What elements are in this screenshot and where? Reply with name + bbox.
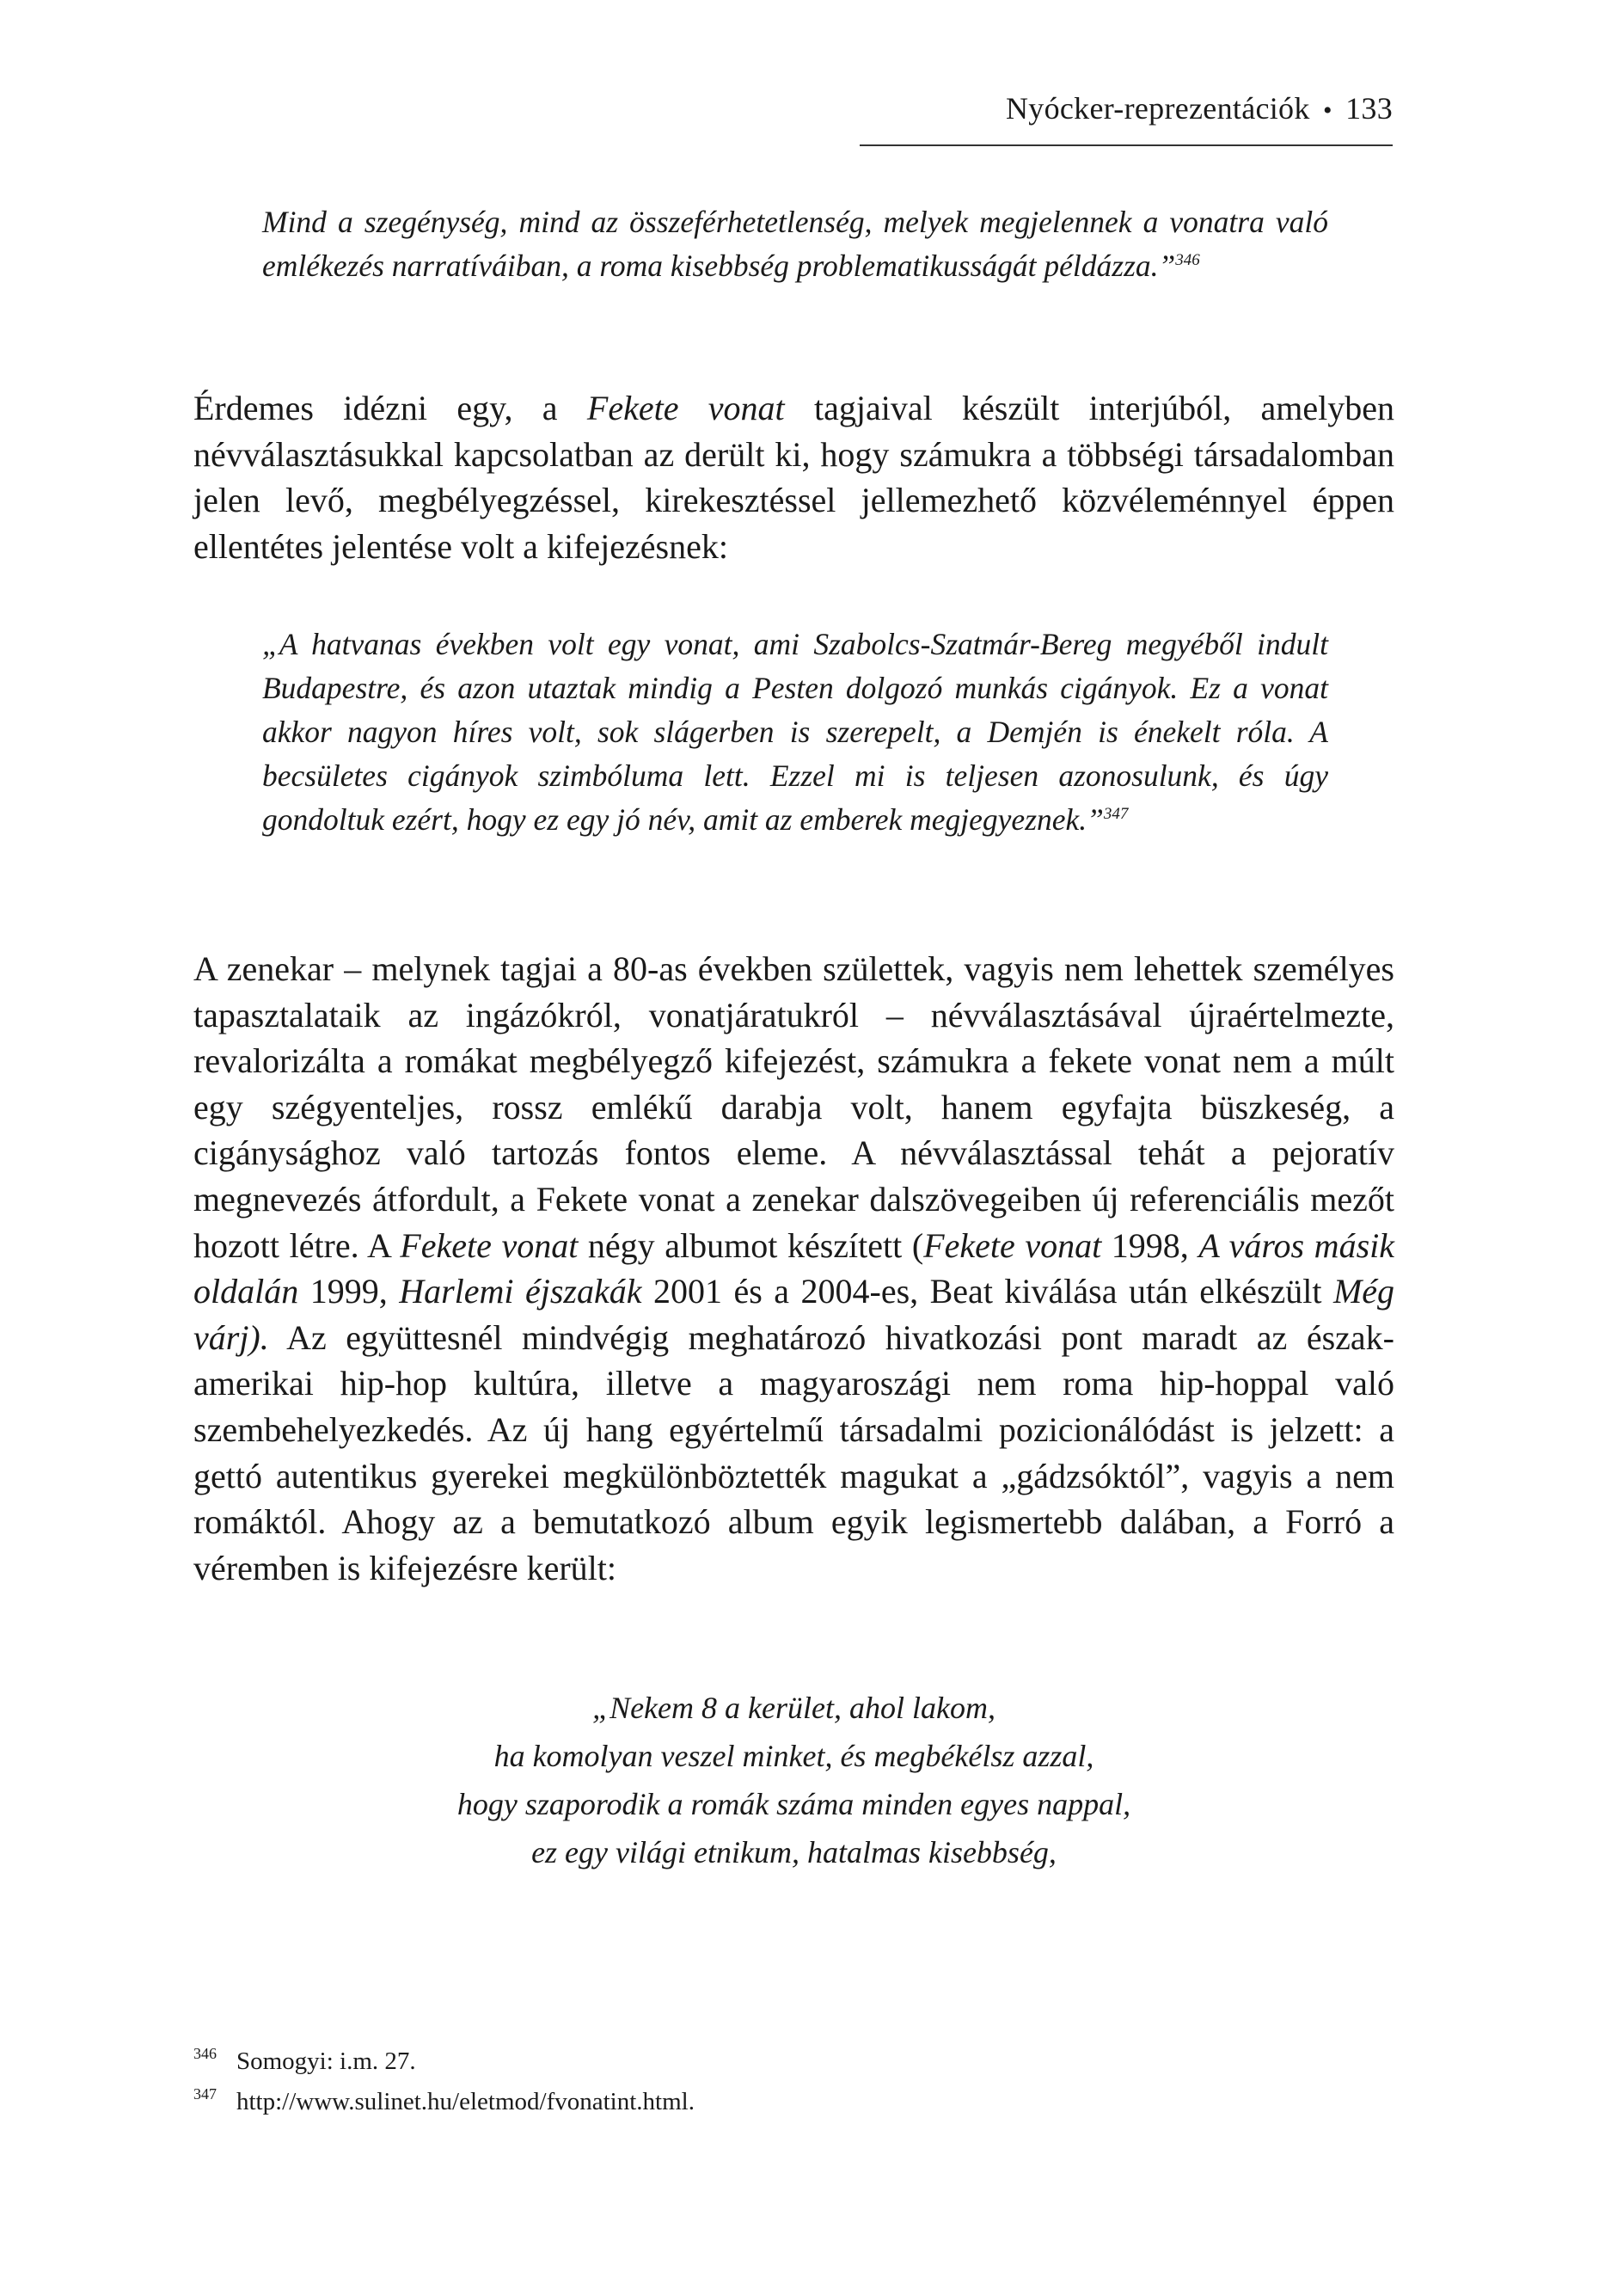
paragraph-2-i3: A város másik oldalán [193,1225,1394,1311]
running-header [860,86,1393,146]
header-separator: • [1322,96,1332,125]
footnote-347 [193,2082,1394,2122]
block-quote-2-text: „A hatvanas években volt egy vonat, ami Szabolcs-Szatmár-Bereg megyéből indult Budapestre, és azon utaztak mindig a Pesten dolgozó munkás cigányok. Ez a vonat akkor nagyon híres volt, sok slágerben is szerepelt, a Demjén is énekelt róla. A becsületes cigányok szimbóluma lett. Ezzel mi is teljesen azonosulunk, és úgy gondoltuk ezért, hogy ez egy jó név, amit az emberek megjegyeznek.” [262,627,1328,837]
footnote-text: Somogyi: i.m. 27. [236,2047,416,2075]
paragraph-2 [193,946,1394,1591]
block-quote-2 [262,623,1328,842]
running-title: Nyócker-reprezentációk [1005,91,1310,126]
footnote-number: 347 [193,2085,217,2103]
paragraph-2-t2: négy albumot készített ( [578,1225,924,1265]
footnote-ref-347[interactable]: 347 [1103,805,1129,824]
paragraph-2-i5: Még várj). [193,1272,1395,1357]
verse-line: hogy szaporodik a romák száma minden egyes nappal, [456,1787,1131,1821]
page-number: 133 [1345,91,1393,126]
footnote-link[interactable]: http://www.sulinet.hu/eletmod/fvonatint.html. [236,2088,695,2115]
footnote-346 [193,2041,1394,2082]
paragraph-2-t5: 2001 és a 2004-es, Beat kiválása után elkészült [641,1272,1333,1311]
verse-line: ha komolyan veszel minket, és megbékélsz azzal, [493,1739,1094,1773]
paragraph-1 [193,385,1394,569]
paragraph-2-t4: 1999, [298,1272,400,1311]
paragraph-2-t1: A zenekar – melynek tagjai a 80-as években születtek, vagyis nem lehettek személyes tapasztalataik az ingázókról, vonatjáratukról – névválasztásával újraértelmezte, revalorizálta a romákat megbélyegző kifejezést, számukra a fekete vonat nem a múlt egy szégyenteljes, rossz emlékű darabja volt, hanem egyfajta büszkeség, a cigánysághoz való tartozás fontos eleme. A névválasztással tehát a pejoratív megnevezés átfordult, a Fekete vonat a zenekar dalszövegeiben új referenciális mezőt hozott létre. A [193,949,1394,1265]
song-verse [193,1684,1394,1876]
verse-line: „Nekem 8 a kerület, ahol lakom, [592,1691,995,1725]
paragraph-1-italic-band: Fekete vonat [586,389,785,427]
footnote-ref-346[interactable]: 346 [1175,251,1200,270]
paragraph-2-t6: Az együttesnél mindvégig meghatározó hivatkozási pont maradt az észak-amerikai hip-hop kultúra, illetve a magyaroszági nem roma hip-hoppal való szembehelyezkedés. Az új hang egyértelmű társadalmi pozicionálódást is jelzett: a gettó autentikus gyerekei megkülönböztették magukat a „gádzsóktól”, vagyis a nem romáktól. Ahogy az a bemutatkozó album egyik legismertebb dalában, a Forró a véremben is kifejezésre került: [193,1317,1394,1587]
footnote-number: 346 [193,2045,217,2062]
block-quote-1-text: Mind a szegénység, mind az összeférhetetlenség, melyek megjelennek a vonatra való emlékezés narratíváiban, a roma kisebbség problematikusságát példázza.” [262,205,1328,283]
block-quote-1 [262,200,1328,288]
paragraph-1-text-b: tagjaival készült interjúból, amelyben névválasztásukkal kapcsolatban az derült ki, hogy számukra a többségi társadalomban jelen levő, megbélyegzéssel, kirekesztéssel jellemezhető közvéleménnyel éppen ellentétes jelentése volt a kifejezésnek: [193,389,1395,566]
paragraph-2-i4: Harlemi éjszakák [399,1272,642,1311]
verse-line: ez egy világi etnikum, hatalmas kisebbség, [531,1835,1057,1869]
footnotes [193,2041,1394,2122]
paragraph-2-i2: Fekete vonat [923,1225,1102,1265]
paragraph-2-t3: 1998, [1101,1225,1199,1265]
paragraph-2-i1: Fekete vonat [400,1225,579,1265]
paragraph-1-text-a: Érdemes idézni egy, a [193,389,587,427]
